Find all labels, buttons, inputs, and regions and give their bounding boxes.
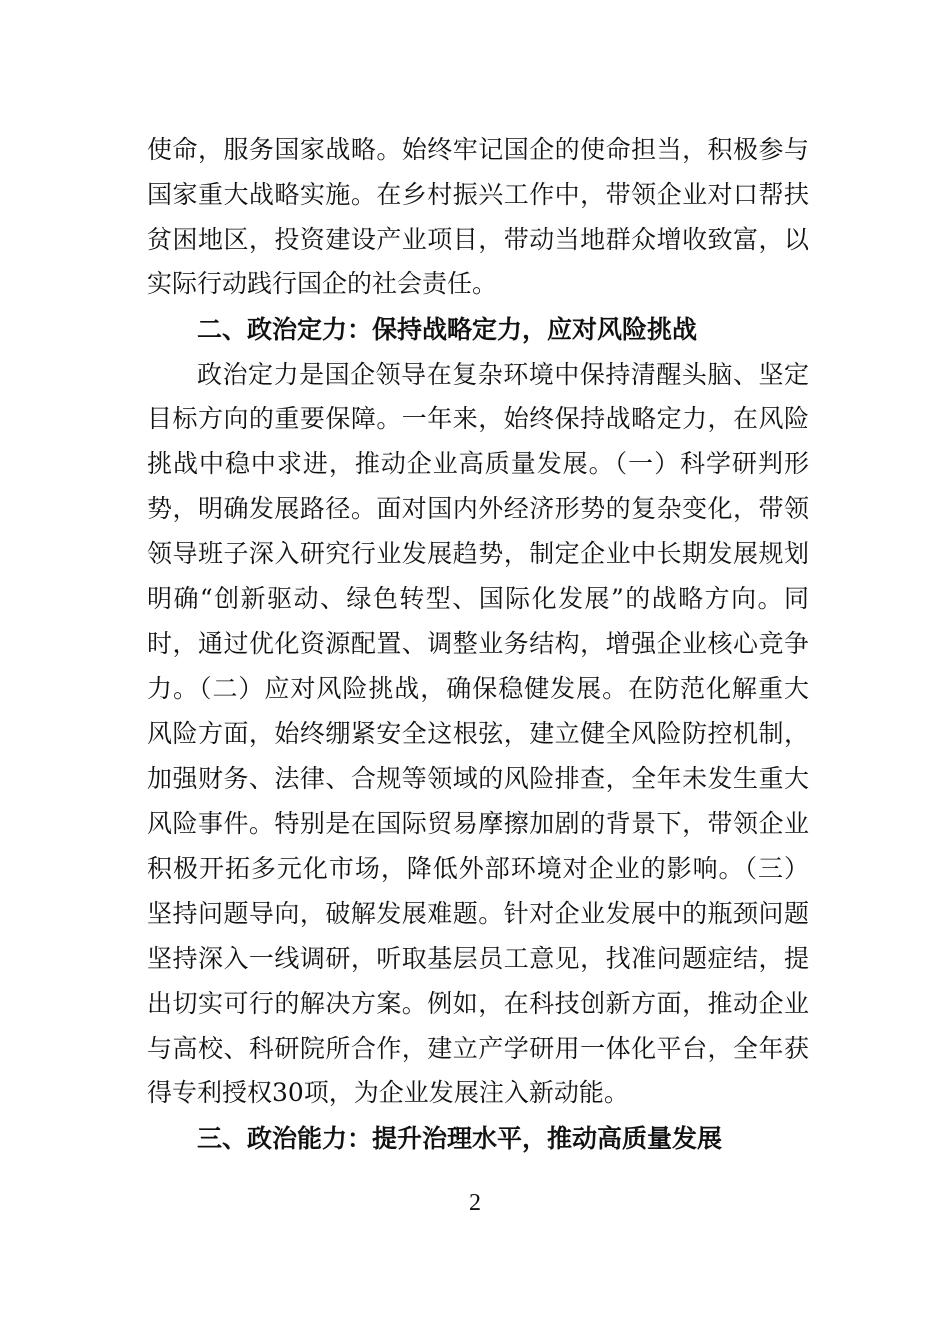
paragraph-1-line-4: 实际行动践行国企的社会责任。 bbox=[147, 269, 498, 298]
paragraph-2-line-3: 挑战中稳中求进，推动企业高质量发展。（一）科学研判形 bbox=[147, 449, 809, 478]
paragraph-2-line-17: 得专利授权30项，为企业发展注入新动能。 bbox=[147, 1078, 629, 1107]
paragraph-2-line-15: 出切实可行的解决方案。例如，在科技创新方面，推动企业 bbox=[147, 989, 809, 1018]
section-heading-3: 三、政治能力：提升治理水平，推动高质量发展 bbox=[197, 1124, 723, 1153]
paragraph-2-line-13: 坚持问题导向，破解发展难题。针对企业发展中的瓶颈问题 bbox=[147, 899, 809, 928]
paragraph-1-line-3: 贫困地区，投资建设产业项目，带动当地群众增收致富，以 bbox=[147, 225, 809, 254]
paragraph-1-line-1: 使命，服务国家战略。始终牢记国企的使命担当，积极参与 bbox=[147, 135, 809, 164]
paragraph-2-line-10: 加强财务、法律、合规等领域的风险排查，全年未发生重大 bbox=[147, 764, 809, 793]
paragraph-2-line-12: 积极开拓多元化市场，降低外部环境对企业的影响。（三） bbox=[147, 854, 809, 883]
paragraph-2-line-5: 领导班子深入研究行业发展趋势，制定企业中长期发展规划 bbox=[147, 539, 809, 568]
paragraph-2-line-2: 目标方向的重要保障。一年来，始终保持战略定力，在风险 bbox=[147, 404, 809, 433]
paragraph-2-line-7: 时，通过优化资源配置、调整业务结构，增强企业核心竞争 bbox=[147, 629, 809, 658]
paragraph-2-line-11: 风险事件。特别是在国际贸易摩擦加剧的背景下，带领企业 bbox=[147, 809, 809, 838]
section-heading-2: 二、政治定力：保持战略定力，应对风险挑战 bbox=[197, 315, 698, 344]
paragraph-2-line-8: 力。（二）应对风险挑战，确保稳健发展。在防范化解重大 bbox=[147, 674, 809, 703]
paragraph-1-line-2: 国家重大战略实施。在乡村振兴工作中，带领企业对口帮扶 bbox=[147, 180, 809, 209]
paragraph-2-line-1: 政治定力是国企领导在复杂环境中保持清醒头脑、坚定 bbox=[197, 360, 809, 389]
paragraph-2-line-9: 风险方面，始终绷紧安全这根弦，建立健全风险防控机制， bbox=[147, 719, 809, 748]
paragraph-2-line-4: 势，明确发展路径。面对国内外经济形势的复杂变化，带领 bbox=[147, 494, 809, 523]
paragraph-2-line-16: 与高校、科研院所合作，建立产学研用一体化平台，全年获 bbox=[147, 1034, 809, 1063]
paragraph-2-line-6: 明确“创新驱动、绿色转型、国际化发展”的战略方向。同 bbox=[147, 584, 809, 613]
paragraph-2-line-14: 坚持深入一线调研，听取基层员工意见，找准问题症结，提 bbox=[147, 944, 809, 973]
page-number: 2 bbox=[469, 1190, 481, 1216]
